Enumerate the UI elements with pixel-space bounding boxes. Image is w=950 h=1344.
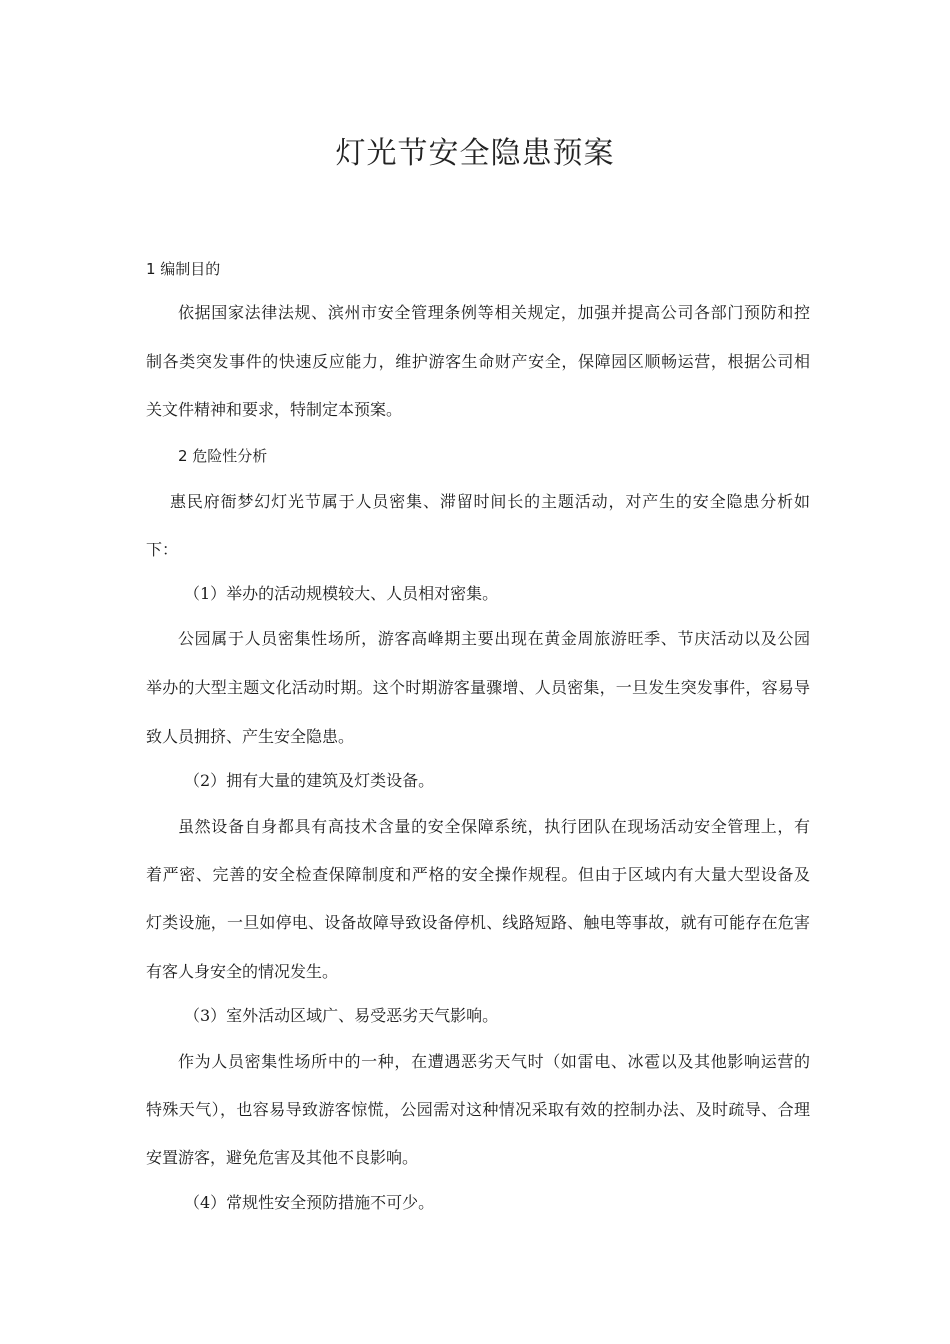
paragraph-line: 特殊天气），也容易导致游客惊慌，公园需对这种情况采取有效的控制办法、及时疏导、合理 — [146, 1100, 810, 1119]
paragraph-line: 公园属于人员密集性场所，游客高峰期主要出现在黄金周旅游旺季、节庆活动以及公园 — [178, 629, 810, 648]
paragraph-line: 着严密、完善的安全检查保障制度和严格的安全操作规程。但由于区域内有大量大型设备及 — [146, 865, 810, 884]
paragraph-line: 举办的大型主题文化活动时期。这个时期游客量骤增、人员密集，一旦发生突发事件，容易导 — [146, 678, 810, 697]
subheading-item-3: （3）室外活动区域广、易受恶劣天气影响。 — [184, 1006, 499, 1025]
paragraph-line: 关文件精神和要求，特制定本预案。 — [146, 400, 403, 419]
subheading-item-4: （4）常规性安全预防措施不可少。 — [184, 1193, 435, 1212]
paragraph-line: 有客人身安全的情况发生。 — [146, 962, 339, 981]
section-heading-risk-analysis: 2 危险性分析 — [178, 447, 268, 465]
paragraph-line: 安置游客，避免危害及其他不良影响。 — [146, 1148, 419, 1167]
paragraph-line: 依据国家法律法规、滨州市安全管理条例等相关规定，加强并提高公司各部门预防和控 — [178, 303, 810, 322]
paragraph-line: 惠民府衙梦幻灯光节属于人员密集、滞留时间长的主题活动，对产生的安全隐患分析如 — [170, 492, 810, 511]
paragraph-line: 作为人员密集性场所中的一种，在遭遇恶劣天气时（如雷电、冰雹以及其他影响运营的 — [178, 1052, 810, 1071]
subheading-item-2: （2）拥有大量的建筑及灯类设备。 — [184, 771, 435, 790]
paragraph-line: 灯类设施，一旦如停电、设备故障导致设备停机、线路短路、触电等事故，就有可能存在危害 — [146, 913, 810, 932]
paragraph-line: 致人员拥挤、产生安全隐患。 — [146, 727, 355, 746]
paragraph-line: 制各类突发事件的快速反应能力，维护游客生命财产安全，保障园区顺畅运营，根据公司相 — [146, 352, 810, 371]
subheading-item-1: （1）举办的活动规模较大、人员相对密集。 — [184, 584, 499, 603]
paragraph-line: 下： — [146, 540, 179, 559]
document-title: 灯光节安全隐患预案 — [335, 136, 615, 171]
section-heading-purpose: 1 编制目的 — [146, 260, 221, 278]
paragraph-line: 虽然设备自身都具有高技术含量的安全保障系统，执行团队在现场活动安全管理上，有 — [178, 817, 810, 836]
